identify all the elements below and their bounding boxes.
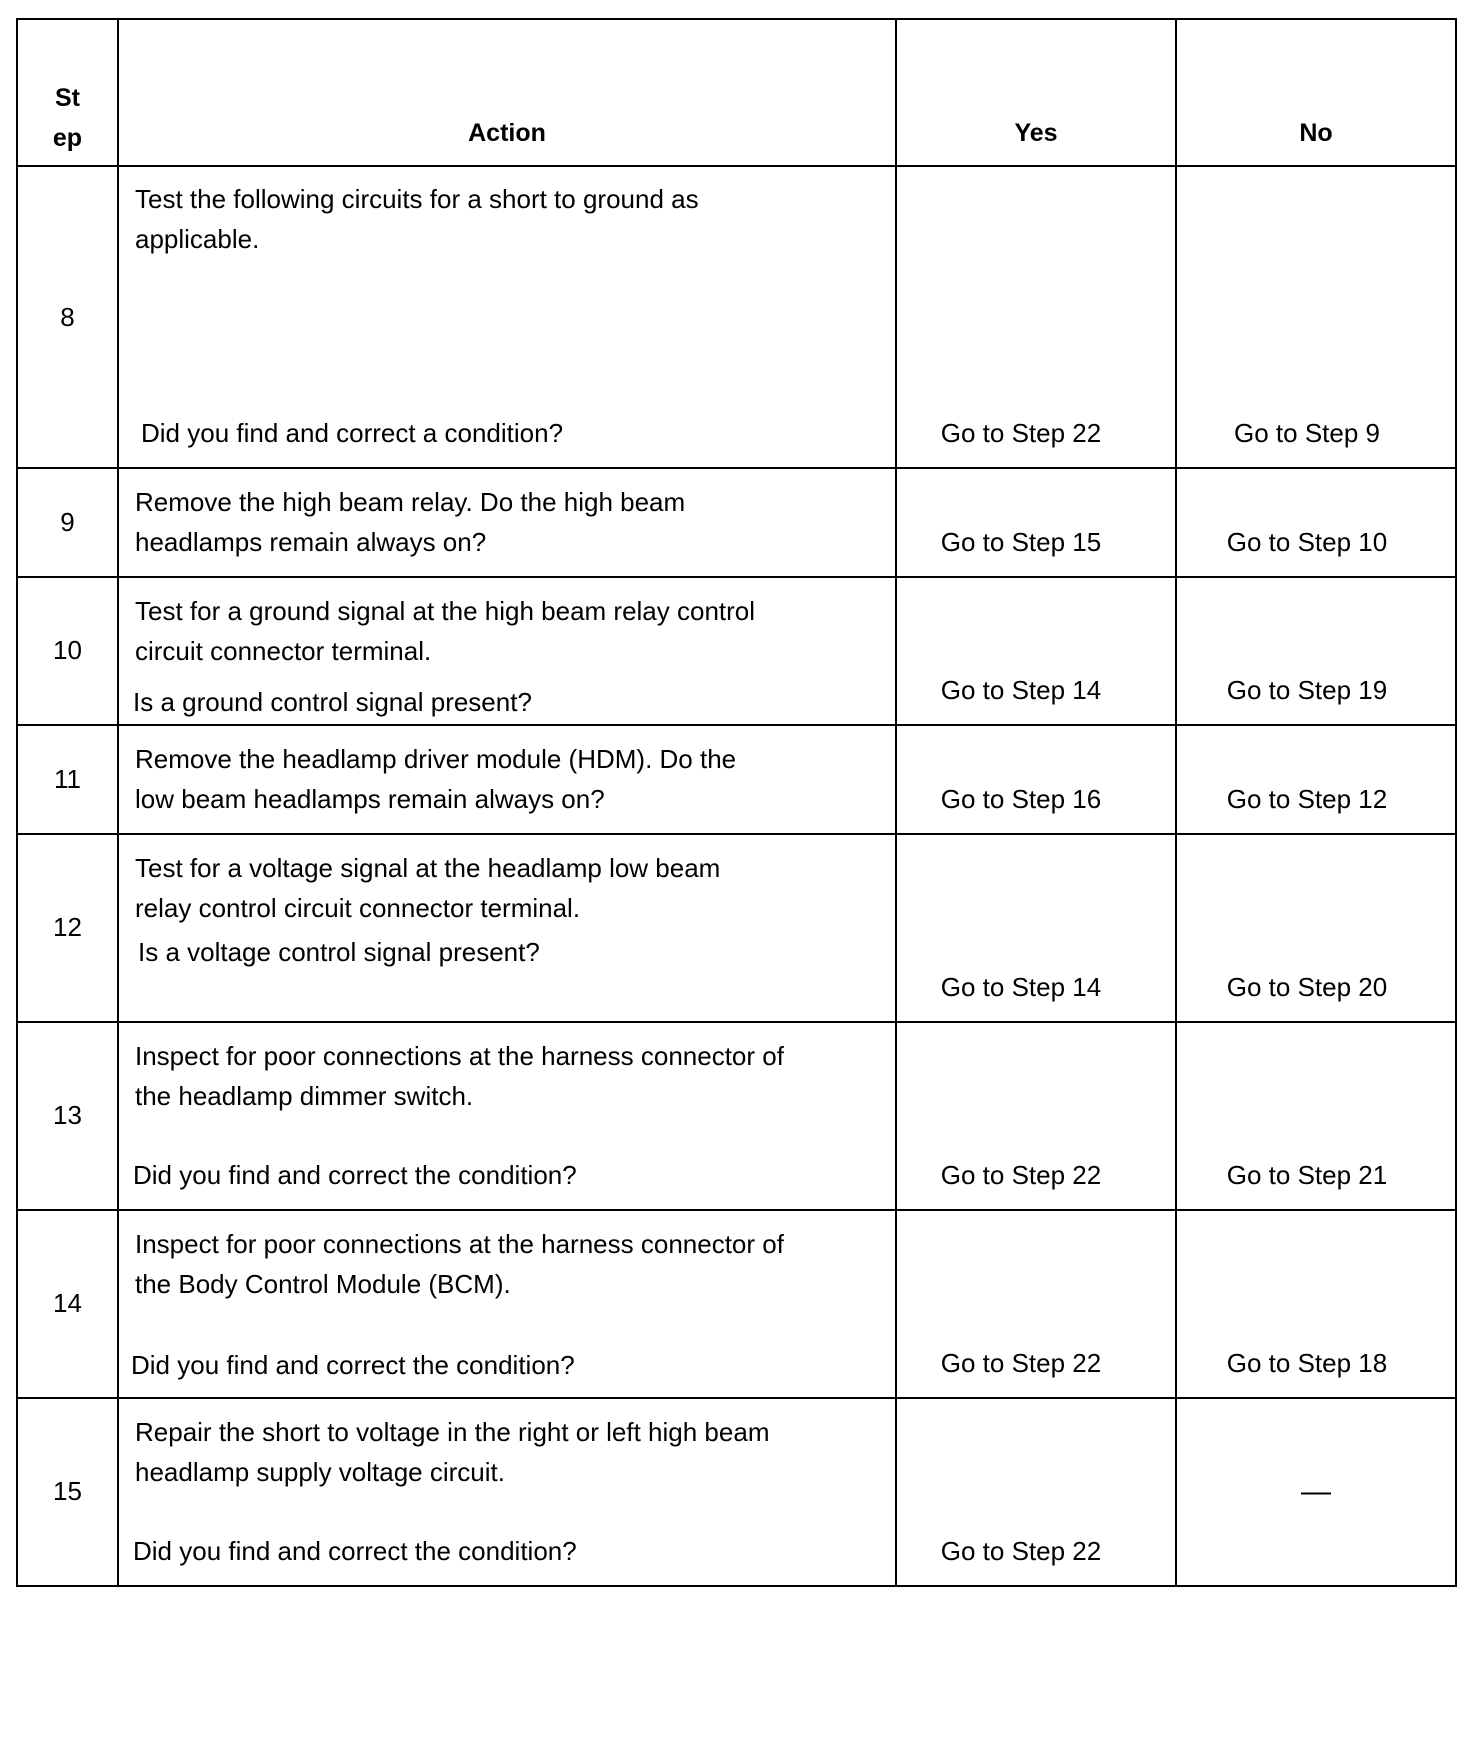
table-row bbox=[17, 1022, 1456, 1210]
header-yes: Yes bbox=[896, 19, 1176, 166]
yes-result: Go to Step 22 bbox=[940, 418, 1102, 448]
header-action: Action bbox=[118, 19, 896, 166]
no-result: Go to Step 10 bbox=[1226, 527, 1388, 557]
action-line: circuit connector terminal. bbox=[135, 636, 432, 666]
step-number: 10 bbox=[53, 635, 82, 665]
no-result: Go to Step 18 bbox=[1226, 1348, 1388, 1378]
action-question: Did you find and correct a condition? bbox=[141, 418, 564, 448]
table-row bbox=[17, 834, 1456, 1022]
action-line: Test the following circuits for a short to ground as bbox=[135, 184, 699, 214]
header-step bbox=[17, 19, 118, 166]
step-number: 8 bbox=[60, 302, 75, 332]
table-row bbox=[17, 725, 1456, 834]
table-header-row bbox=[17, 19, 1456, 166]
action-line: the Body Control Module (BCM). bbox=[135, 1269, 511, 1299]
table-row bbox=[17, 1210, 1456, 1398]
no-result: Go to Step 21 bbox=[1226, 1160, 1388, 1190]
no-result: Go to Step 19 bbox=[1226, 675, 1388, 705]
action-question: Did you find and correct the condition? bbox=[133, 1160, 577, 1190]
yes-result: Go to Step 14 bbox=[940, 972, 1102, 1002]
header-no: No bbox=[1176, 19, 1456, 166]
yes-result: Go to Step 14 bbox=[940, 675, 1102, 705]
action-line: Repair the short to voltage in the right or left high beam bbox=[135, 1417, 770, 1447]
yes-result: Go to Step 16 bbox=[940, 784, 1102, 814]
header-step-line1: St bbox=[55, 84, 80, 112]
action-line: Inspect for poor connections at the harness connector of bbox=[135, 1041, 784, 1071]
action-line: Remove the headlamp driver module (HDM). Do the bbox=[135, 744, 737, 774]
action-line: Remove the high beam relay. Do the high beam bbox=[135, 487, 686, 517]
action-line: headlamp supply voltage circuit. bbox=[135, 1457, 505, 1487]
table-row bbox=[17, 577, 1456, 725]
header-step-line2: ep bbox=[52, 124, 83, 152]
table-row bbox=[17, 166, 1456, 468]
action-line: applicable. bbox=[135, 224, 260, 254]
diagnostic-steps-table bbox=[16, 18, 1457, 1587]
action-line: headlamps remain always on? bbox=[135, 527, 487, 557]
action-line: Inspect for poor connections at the harness connector of bbox=[135, 1229, 784, 1259]
step-number: 9 bbox=[60, 507, 75, 537]
action-question: Is a voltage control signal present? bbox=[138, 937, 540, 967]
action-question: Is a ground control signal present? bbox=[133, 687, 532, 717]
action-line: relay control circuit connector terminal. bbox=[135, 893, 581, 923]
table-row bbox=[17, 1398, 1456, 1586]
step-number: 14 bbox=[53, 1288, 82, 1318]
yes-result: Go to Step 15 bbox=[940, 527, 1102, 557]
action-line: low beam headlamps remain always on? bbox=[135, 784, 605, 814]
yes-result: Go to Step 22 bbox=[940, 1348, 1102, 1378]
step-number: 11 bbox=[54, 764, 81, 794]
action-line: Test for a ground signal at the high beam relay control bbox=[135, 596, 756, 626]
yes-result: Go to Step 22 bbox=[940, 1536, 1102, 1566]
no-result: Go to Step 20 bbox=[1226, 972, 1388, 1002]
action-line: Test for a voltage signal at the headlamp low beam bbox=[135, 853, 721, 883]
action-question: Did you find and correct the condition? bbox=[133, 1536, 577, 1566]
no-result: — bbox=[1301, 1475, 1331, 1508]
step-number: 12 bbox=[53, 912, 82, 942]
table-row bbox=[17, 468, 1456, 577]
no-result: Go to Step 12 bbox=[1226, 784, 1388, 814]
no-result: Go to Step 9 bbox=[1234, 418, 1380, 448]
yes-result: Go to Step 22 bbox=[940, 1160, 1102, 1190]
action-line: the headlamp dimmer switch. bbox=[135, 1081, 474, 1111]
step-number: 15 bbox=[53, 1476, 82, 1506]
step-number: 13 bbox=[53, 1100, 82, 1130]
action-question: Did you find and correct the condition? bbox=[131, 1350, 575, 1380]
